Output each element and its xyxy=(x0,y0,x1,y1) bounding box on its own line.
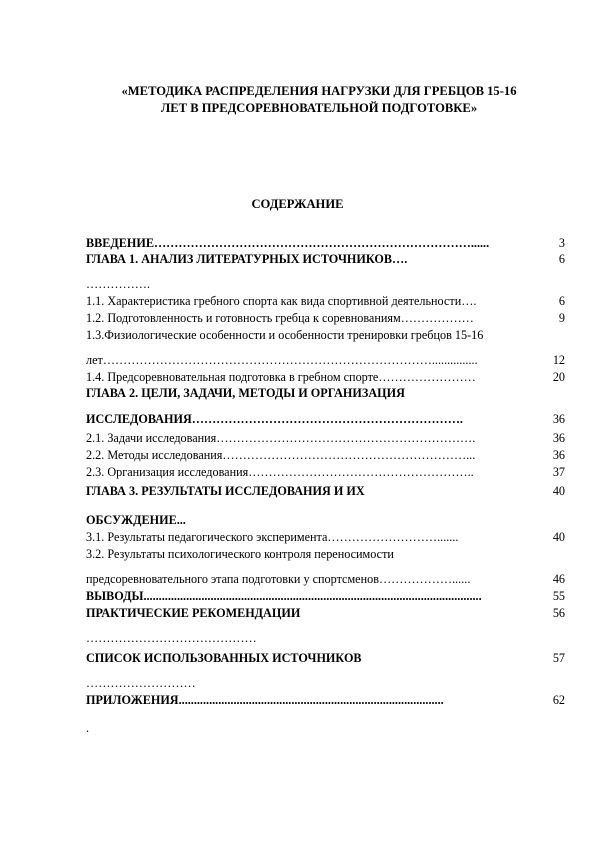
toc-entry: 2.3. Организация исследования……………………………………………….. xyxy=(86,465,474,479)
toc-page-number: 57 xyxy=(552,651,565,665)
toc-page-number: 36 xyxy=(552,412,565,426)
toc-entry: ОБСУЖДЕНИЕ... xyxy=(86,513,186,527)
toc-entry: ГЛАВА 1. АНАЛИЗ ЛИТЕРАТУРНЫХ ИСТОЧНИКОВ…. xyxy=(86,252,408,266)
toc-page-number: 56 xyxy=(552,606,565,620)
contents-heading: СОДЕРЖАНИЕ xyxy=(251,197,344,211)
toc-entry: ГЛАВА 2. ЦЕЛИ, ЗАДАЧИ, МЕТОДЫ И ОРГАНИЗАЦИЯ xyxy=(86,386,405,400)
toc-entry: 1.1. Характеристика гребного спорта как вида спортивной деятельности…. xyxy=(86,294,477,308)
toc-page-number: 6 xyxy=(558,252,565,266)
title-line-1: «МЕТОДИКА РАСПРЕДЕЛЕНИЯ НАГРУЗКИ ДЛЯ ГРЕБЦОВ 15-16 xyxy=(121,84,517,98)
toc-entry: предсоревновательного этапа подготовки у спортсменов………………...... xyxy=(86,572,471,586)
toc-entry: …………………………………… xyxy=(86,631,257,645)
toc-page-number: 55 xyxy=(552,589,565,603)
toc-entry: ВЫВОДЫ............................................................................................................... xyxy=(86,589,482,603)
toc-entry: 3.2. Результаты психологического контроля переносимости xyxy=(86,547,394,561)
toc-entry: 1.2. Подготовленность и готовность гребца к соревнованиям……………… xyxy=(86,311,474,325)
toc-entry: ГЛАВА 3. РЕЗУЛЬТАТЫ ИССЛЕДОВАНИЯ И ИХ xyxy=(86,484,365,498)
toc-entry: ВВЕДЕНИЕ……………………………………………………………………...... xyxy=(86,236,490,250)
toc-entry: 1.3.Физиологические особенности и особенности тренировки гребцов 15-16 xyxy=(86,328,484,342)
toc-page-number: 36 xyxy=(552,431,565,445)
toc-entry: 2.2. Методы исследования……………………………………………………... xyxy=(86,448,476,462)
toc-entry: 2.1. Задачи исследования………………………………………………………. xyxy=(86,431,476,445)
toc-page-number: 62 xyxy=(552,693,565,707)
toc-entry: 1.4. Предсоревновательная подготовка в гребном спорте…………………… xyxy=(86,370,476,384)
toc-entry: ПРИЛОЖЕНИЯ....................................................................................... xyxy=(86,693,444,707)
toc-page-number: 37 xyxy=(552,465,565,479)
toc-page-number: 40 xyxy=(552,484,565,498)
toc-page-number: 20 xyxy=(552,370,565,384)
toc-entry: ……………………… xyxy=(86,676,196,690)
toc-page-number: 40 xyxy=(552,530,565,544)
toc-page-number: 6 xyxy=(558,294,565,308)
toc-entry: лет………………………………………………………………………............... xyxy=(86,353,478,367)
toc-page-number: 36 xyxy=(552,448,565,462)
toc-entry: ПРАКТИЧЕСКИЕ РЕКОМЕНДАЦИИ xyxy=(86,606,301,620)
toc-page-number: 3 xyxy=(558,236,565,250)
toc-entry: ……………. xyxy=(86,277,150,291)
toc-entry: СПИСОК ИСПОЛЬЗОВАННЫХ ИСТОЧНИКОВ xyxy=(86,651,362,665)
toc-page-number: 46 xyxy=(552,572,565,586)
document-title xyxy=(80,83,558,117)
toc-entry: ИССЛЕДОВАНИЯ…………………………………………………………. xyxy=(86,412,463,426)
toc-entry: . xyxy=(86,721,90,735)
toc-entry: 3.1. Результаты педагогического эксперимента………………………....... xyxy=(86,530,459,544)
title-line-2: ЛЕТ В ПРЕДСОРЕВНОВАТЕЛЬНОЙ ПОДГОТОВКЕ» xyxy=(160,101,478,115)
toc-page-number: 9 xyxy=(558,311,565,325)
toc-page-number: 12 xyxy=(552,353,565,367)
